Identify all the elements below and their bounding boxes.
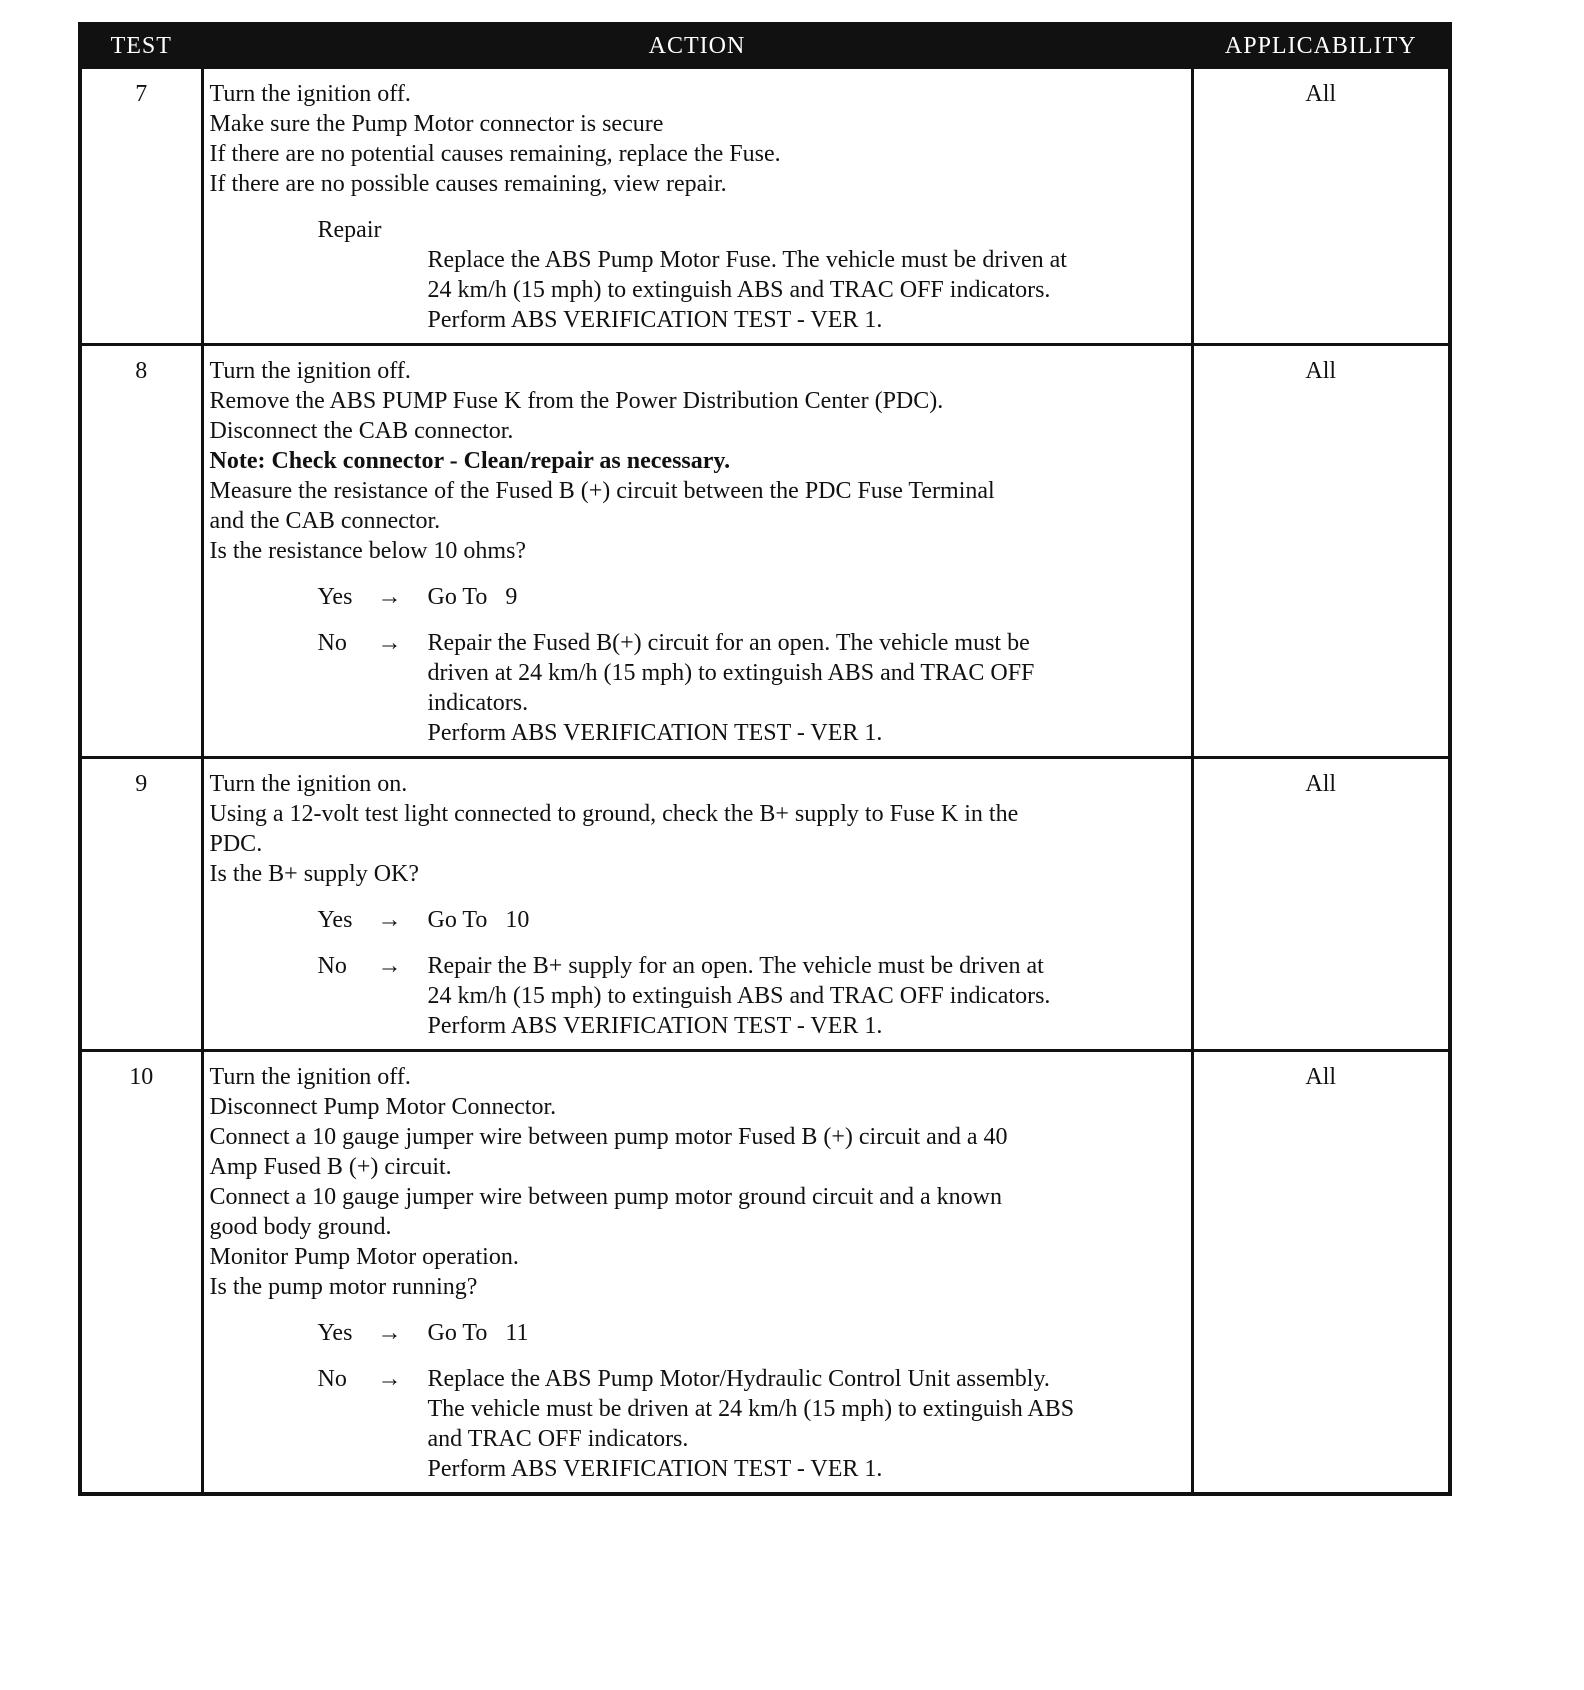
diagnostic-test-table <box>78 22 1452 1496</box>
action-line: Is the B+ supply OK? <box>209 861 420 887</box>
action-line: Remove the ABS PUMP Fuse K from the Power Distribution Center (PDC). <box>209 388 944 414</box>
action-line: Make sure the Pump Motor connector is secure <box>209 111 664 137</box>
action-line: Using a 12-volt test light connected to ground, check the B+ supply to Fuse K in the <box>209 801 1019 827</box>
applicability-value: All <box>1192 68 1450 345</box>
no-result-line: indicators. <box>427 690 529 716</box>
action-line: Turn the ignition off. <box>209 1064 411 1090</box>
test-action <box>202 68 1192 345</box>
no-branch <box>318 628 1183 748</box>
header-action: ACTION <box>202 24 1192 68</box>
yes-result: Go To 11 <box>427 1320 529 1346</box>
arrow-right-icon: → <box>377 953 402 979</box>
repair-instructions <box>428 245 1183 335</box>
action-line: Disconnect the CAB connector. <box>209 418 514 444</box>
applicability-value: All <box>1192 758 1450 1051</box>
yes-branch <box>318 905 1183 935</box>
action-line: Turn the ignition off. <box>209 81 411 107</box>
note-text: Note: Check connector - Clean/repair as necessary. <box>209 448 731 474</box>
header-applicability: APPLICABILITY <box>1192 24 1450 68</box>
action-line: If there are no possible causes remaining, view repair. <box>209 171 727 197</box>
table-header-row <box>80 24 1450 68</box>
action-line: Turn the ignition on. <box>209 771 408 797</box>
no-result-line: Perform ABS VERIFICATION TEST - VER 1. <box>427 1456 883 1482</box>
action-line: PDC. <box>209 831 263 857</box>
no-result-line: Replace the ABS Pump Motor/Hydraulic Control Unit assembly. <box>427 1366 1050 1392</box>
no-result-line: and TRAC OFF indicators. <box>427 1426 689 1452</box>
action-line: Is the resistance below 10 ohms? <box>209 538 527 564</box>
arrow-right-icon: → <box>377 630 402 656</box>
test-action <box>202 758 1192 1051</box>
arrow-right-icon: → <box>377 584 402 610</box>
action-line: If there are no potential causes remaining, replace the Fuse. <box>209 141 781 167</box>
yes-result: Go To 9 <box>427 584 518 610</box>
action-line: Measure the resistance of the Fused B (+) circuit between the PDC Fuse Terminal <box>209 478 995 504</box>
diagnostic-procedure-sheet <box>78 22 1448 1496</box>
applicability-value: All <box>1192 345 1450 758</box>
no-result-line: Perform ABS VERIFICATION TEST - VER 1. <box>427 1013 883 1039</box>
action-line: Disconnect Pump Motor Connector. <box>209 1094 557 1120</box>
action-line: good body ground. <box>209 1214 392 1240</box>
test-number: 8 <box>80 345 202 758</box>
arrow-right-icon: → <box>377 907 402 933</box>
action-line: Monitor Pump Motor operation. <box>209 1244 519 1270</box>
action-line: and the CAB connector. <box>209 508 441 534</box>
repair-line: 24 km/h (15 mph) to extinguish ABS and TRAC OFF indicators. <box>427 277 1051 303</box>
no-branch <box>318 1364 1183 1484</box>
no-result <box>428 1364 1183 1484</box>
no-branch <box>318 951 1183 1041</box>
yes-result: Go To 10 <box>427 907 530 933</box>
test-row-8 <box>80 345 1450 758</box>
action-line: Connect a 10 gauge jumper wire between pump motor ground circuit and a known <box>209 1184 1002 1210</box>
no-label: No <box>317 630 347 656</box>
yes-branch <box>318 582 1183 612</box>
repair-line: Perform ABS VERIFICATION TEST - VER 1. <box>427 307 883 333</box>
no-result-line: driven at 24 km/h (15 mph) to extinguish ABS and TRAC OFF <box>427 660 1035 686</box>
no-label: No <box>317 1366 347 1392</box>
yes-label: Yes <box>317 1320 353 1346</box>
action-line: Connect a 10 gauge jumper wire between pump motor Fused B (+) circuit and a 40 <box>209 1124 1008 1150</box>
test-row-10 <box>80 1051 1450 1495</box>
test-number: 9 <box>80 758 202 1051</box>
no-result-line: The vehicle must be driven at 24 km/h (15 mph) to extinguish ABS <box>427 1396 1075 1422</box>
no-result-line: Perform ABS VERIFICATION TEST - VER 1. <box>427 720 883 746</box>
header-test: TEST <box>80 24 202 68</box>
repair-line: Replace the ABS Pump Motor Fuse. The vehicle must be driven at <box>427 247 1067 273</box>
action-line: Turn the ignition off. <box>209 358 411 384</box>
action-line: Is the pump motor running? <box>209 1274 478 1300</box>
no-result-line: Repair the Fused B(+) circuit for an open. The vehicle must be <box>427 630 1030 656</box>
yes-branch <box>318 1318 1183 1348</box>
yes-label: Yes <box>317 907 353 933</box>
yes-label: Yes <box>317 584 353 610</box>
test-number: 10 <box>80 1051 202 1495</box>
arrow-right-icon: → <box>377 1320 402 1346</box>
test-action <box>202 1051 1192 1495</box>
test-row-7 <box>80 68 1450 345</box>
no-label: No <box>317 953 347 979</box>
no-result-line: 24 km/h (15 mph) to extinguish ABS and TRAC OFF indicators. <box>427 983 1051 1009</box>
no-result-line: Repair the B+ supply for an open. The vehicle must be driven at <box>427 953 1044 979</box>
test-row-9 <box>80 758 1450 1051</box>
action-line: Amp Fused B (+) circuit. <box>209 1154 452 1180</box>
no-result <box>428 628 1183 748</box>
test-action <box>202 345 1192 758</box>
arrow-right-icon: → <box>377 1366 402 1392</box>
test-number: 7 <box>80 68 202 345</box>
no-result <box>428 951 1183 1041</box>
applicability-value: All <box>1192 1051 1450 1495</box>
repair-label: Repair <box>317 217 382 243</box>
